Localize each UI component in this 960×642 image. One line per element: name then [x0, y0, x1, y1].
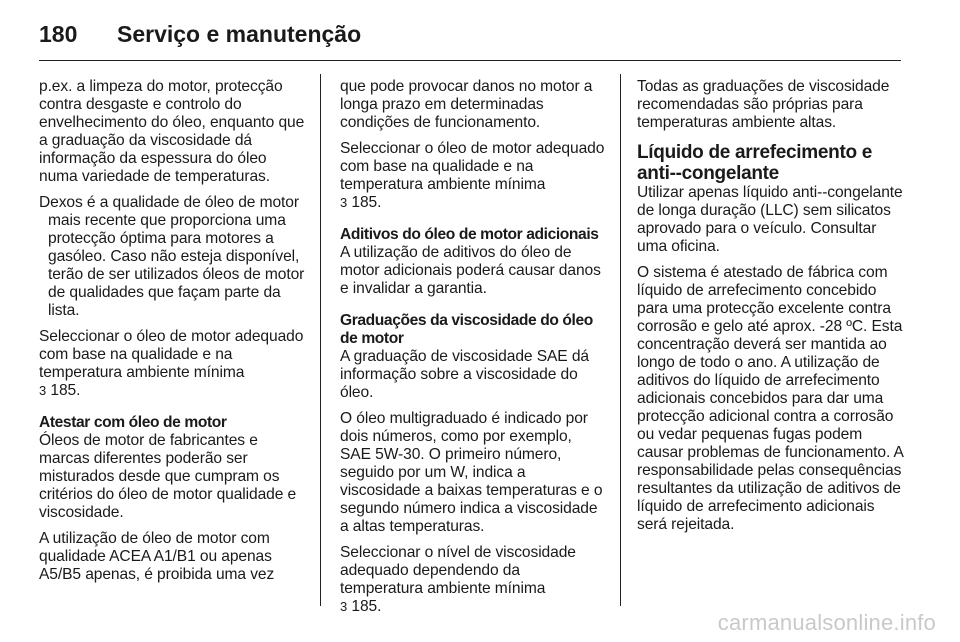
- heading-viscosity: Graduações da viscosidade do óleo de motor: [340, 312, 593, 347]
- column-3: [637, 78, 905, 542]
- heading-coolant: Líquido de arrefecimento e anti--congelante: [637, 142, 873, 184]
- column-divider: [620, 74, 621, 606]
- heading-top-up: Atestar com óleo de motor: [39, 414, 227, 431]
- heading-additives: Aditivos do óleo de motor adicionais: [340, 226, 599, 243]
- paragraph: Seleccionar o nível de viscosidade adequado dependendo da temperatura ambiente mínima 3 185.: [340, 544, 576, 615]
- paragraph: que pode provocar danos no motor a longa prazo em determinadas condições de funcionamento.: [340, 78, 593, 131]
- paragraph: Todas as graduações de viscosidade recomendadas são próprias para temperaturas ambiente altas.: [637, 78, 890, 131]
- column-1: [39, 78, 307, 592]
- paragraph: A utilização de óleo de motor com qualidade ACEA A1/B1 ou apenas A5/B5 apenas, é proibida uma vez: [39, 530, 275, 583]
- arrow-icon: 3: [340, 599, 348, 614]
- page-reference-link[interactable]: 3 185.: [340, 194, 382, 211]
- paragraph: Seleccionar o óleo de motor adequado com base na qualidade e na temperatura ambiente mínima 3 185.: [39, 328, 304, 399]
- page-header: [39, 14, 361, 54]
- page-reference-link[interactable]: 3 185.: [39, 382, 81, 399]
- paragraph: p.ex. a limpeza do motor, protecção contra desgaste e controlo do envelhecimento do óleo, enquanto que a graduação da viscosidade dá informação da espessura do óleo numa variedade de temperaturas.: [39, 78, 305, 185]
- page-reference-link[interactable]: 3 185.: [340, 598, 382, 615]
- header-rule: [39, 60, 901, 61]
- paragraph: O sistema é atestado de fábrica com líquido de arrefecimento concebido para uma protecção excelente contra corrosão e gelo até aprox. -28 ºC. Esta concentração deverá ser mantida ao longo de todo o ano. A utilização de aditivos do líquido de arrefecimento adicionais concebidos para dar uma protecção adicional contra a corrosão ou vedar pequenas fugas podem causar problemas de funcionamento. A responsabilidade pelas consequências resultantes da utilização de aditivos de líquido de arrefecimento adicionais será rejeitada.: [637, 264, 903, 533]
- paragraph: Seleccionar o óleo de motor adequado com base na qualidade e na temperatura ambiente mínima 3 185.: [340, 140, 605, 211]
- arrow-icon: 3: [39, 383, 47, 398]
- paragraph: Óleos de motor de fabricantes e marcas diferentes poderão ser misturados desde que cumpram os critérios do óleo de motor qualidade e viscosidade.: [39, 432, 297, 521]
- arrow-icon: 3: [340, 195, 348, 210]
- paragraph-dexos: Dexos é a qualidade de óleo de motor mais recente que proporciona uma protecção óptima para motores a gasóleo. Caso não esteja disponível, terão de ser utilizados óleos de motor de qualidades que façam parte da lista.: [39, 194, 305, 319]
- section-title: Serviço e manutenção: [117, 20, 362, 47]
- paragraph: O óleo multigraduado é indicado por dois números, como por exemplo, SAE 5W-30. O primeiro número, seguido por um W, indica a viscosidade a baixas temperaturas e o segundo número indica a viscosidade a altas temperaturas.: [340, 410, 603, 535]
- column-divider: [320, 74, 321, 606]
- column-2: [340, 78, 606, 624]
- watermark: carmanualsonline.info: [717, 610, 936, 635]
- paragraph: Utilizar apenas líquido anti--congelante de longa duração (LLC) sem silicatos aprovado para o veículo. Consultar uma oficina.: [637, 184, 903, 255]
- page-number: 180: [39, 20, 78, 47]
- paragraph: A graduação de viscosidade SAE dá informação sobre a viscosidade do óleo.: [340, 348, 589, 401]
- paragraph: A utilização de aditivos do óleo de motor adicionais poderá causar danos e invalidar a garantia.: [340, 244, 601, 297]
